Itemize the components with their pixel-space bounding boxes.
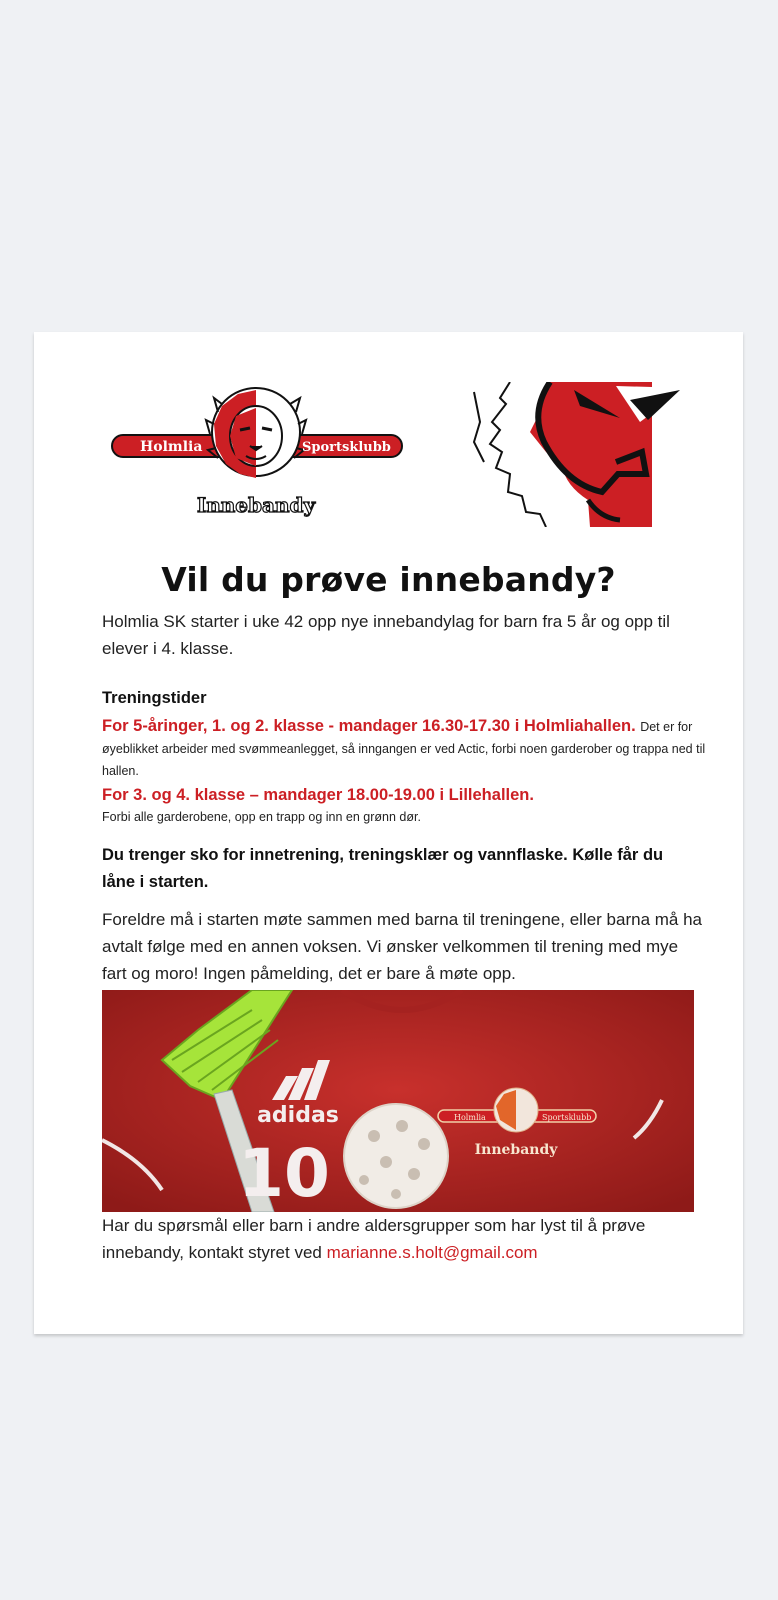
page-title: Vil du prøve innebandy? xyxy=(161,560,616,599)
contact-email-link[interactable]: marianne.s.holt@gmail.com xyxy=(326,1243,538,1262)
contact-paragraph xyxy=(102,1212,702,1266)
badge-sub-tag: Innebandy xyxy=(474,1142,558,1158)
parents-paragraph: Foreldre må i starten møte sammen med barna til treningene, eller barna må ha avtalt følge med en annen voksen. Vi ønsker velkommen til trening med mye fart og moro! Ingen påmelding, det er bare å møte opp. xyxy=(102,910,702,983)
floorball-icon xyxy=(344,1104,448,1208)
holmlia-logo xyxy=(110,384,410,524)
equipment-paragraph: Du trenger sko for innetrening, treningsklær og vannflaske. Kølle får du låne i starten. xyxy=(102,846,664,891)
session-2-note: Forbi alle garderobene, opp en trapp og inn en grønn dør. xyxy=(102,810,421,824)
session-2 xyxy=(102,784,712,828)
session-1-note: Det er for øyeblikket arbeider med svømmeanlegget, så inngangen er ved Actic, forbi noen garderober og trappa ned til hallen. xyxy=(102,720,706,778)
logo-left-tag: Holmlia xyxy=(140,439,203,455)
intro-paragraph: Holmlia SK starter i uke 42 opp nye innebandylag for barn fra 5 år og opp til elever i 4. klasse. xyxy=(102,612,670,658)
session-1-title: For 5-åringer, 1. og 2. klasse - mandager 16.30-17.30 i Holmliahallen. xyxy=(102,717,636,735)
contact-text: Har du spørsmål eller barn i andre aldersgrupper som har lyst til å prøve innebandy, kontakt styret ved xyxy=(102,1216,646,1262)
jersey-photo xyxy=(102,990,694,1212)
flyer-document xyxy=(34,332,743,1334)
logo-sub-tag: Innebandy xyxy=(196,493,316,517)
session-1 xyxy=(102,716,712,782)
jersey-number: 10 xyxy=(238,1135,330,1212)
jersey-brand: adidas xyxy=(257,1103,339,1128)
lion-graphic-icon xyxy=(470,382,704,527)
session-2-title: For 3. og 4. klasse – mandager 18.00-19.00 i Lillehallen. xyxy=(102,786,534,804)
badge-right-tag: Sportsklubb xyxy=(542,1113,592,1122)
badge-left-tag: Holmlia xyxy=(454,1113,486,1122)
logo-right-tag: Sportsklubb xyxy=(302,440,391,455)
lion-head-icon xyxy=(206,388,306,478)
training-heading: Treningstider xyxy=(102,689,207,707)
